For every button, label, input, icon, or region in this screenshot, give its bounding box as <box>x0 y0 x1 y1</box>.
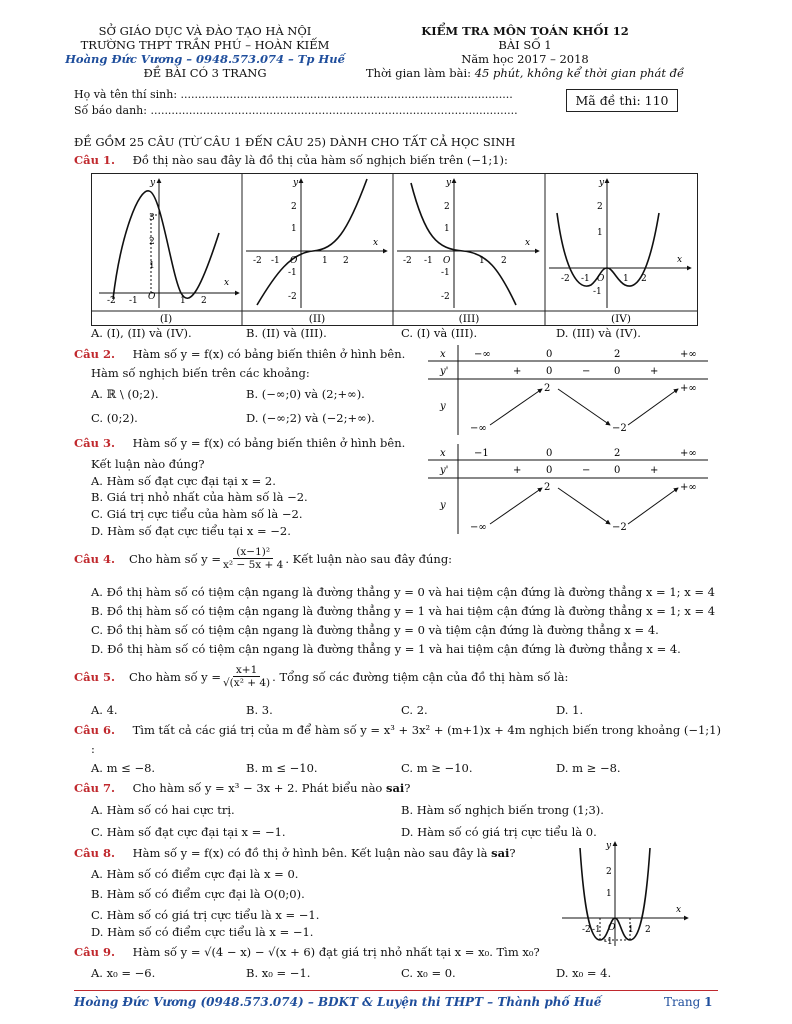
svg-text:-1: -1 <box>604 937 613 947</box>
school-year: Năm học 2017 – 2018 <box>461 52 589 66</box>
svg-text:2: 2 <box>544 482 551 493</box>
svg-text:-2: -2 <box>288 292 297 302</box>
svg-text:2: 2 <box>606 867 612 877</box>
q7-option-a[interactable]: A. Hàm số có hai cực trị. <box>91 803 235 817</box>
school-name: TRƯỜNG THPT TRẦN PHÚ – HOÀN KIẾM <box>80 38 330 52</box>
q6-option-c[interactable]: C. m ≥ −10. <box>401 761 473 775</box>
svg-text:-1: -1 <box>441 268 450 278</box>
q4-option-a[interactable]: A. Đồ thị hàm số có tiệm cận ngang là đường thẳng y = 0 và hai tiệm cận đứng là đường thẳng x = 1; x = 4 <box>91 585 715 599</box>
dept-name: SỞ GIÁO DỤC VÀ ĐÀO TẠO HÀ NỘI <box>98 24 312 38</box>
svg-text:2: 2 <box>544 383 551 394</box>
svg-text:−1: −1 <box>474 448 489 459</box>
svg-text:-2: -2 <box>403 256 412 266</box>
graph-label-III: (III) <box>458 313 480 325</box>
svg-text:O: O <box>290 256 298 266</box>
svg-text:-1: -1 <box>592 925 601 935</box>
svg-text:1: 1 <box>628 925 634 935</box>
svg-text:2: 2 <box>444 202 450 212</box>
svg-text:0: 0 <box>546 349 553 360</box>
q2-option-b[interactable]: B. (−∞;0) và (2;+∞). <box>246 387 365 401</box>
q9-option-d[interactable]: D. x₀ = 4. <box>556 966 612 980</box>
svg-text:-1: -1 <box>593 287 602 297</box>
q4-option-b[interactable]: B. Đồ thị hàm số có tiệm cận ngang là đường thẳng y = 1 và hai tiệm cận đứng là đường thẳng x = 1; x = 4 <box>91 604 716 618</box>
q6-colon: : <box>91 742 95 756</box>
svg-text:-1: -1 <box>129 296 138 306</box>
q3-option-d[interactable]: D. Hàm số đạt cực tiểu tại x = −2. <box>91 524 291 538</box>
svg-text:+: + <box>513 366 522 377</box>
svg-text:1: 1 <box>291 224 297 234</box>
graph-IV <box>549 178 691 308</box>
svg-text:-1: -1 <box>581 274 590 284</box>
question-8: Câu 8. Hàm số y = f(x) có đồ thị ở hình bên. Kết luận nào sau đây là sai? <box>74 846 516 860</box>
question-label: Câu 1. <box>74 153 115 167</box>
question-9: Câu 9. Hàm số y = √(4 − x) − √(x + 6) đạt giá trị nhỏ nhất tại x = x₀. Tìm x₀? <box>74 945 540 959</box>
svg-text:-1: -1 <box>271 256 280 266</box>
svg-text:0: 0 <box>546 465 553 476</box>
page-count: ĐỀ BÀI CÓ 3 TRANG <box>143 66 267 80</box>
lesson-number: BÀI SỐ 1 <box>498 38 552 52</box>
footer-author: Hoàng Đức Vương (0948.573.074) – BDKT & Luyện thi THPT – Thành phố Huế <box>74 995 602 1009</box>
q8-option-d[interactable]: D. Hàm số có điểm cực tiểu là x = −1. <box>91 925 314 939</box>
q1-option-a[interactable]: A. (I), (II) và (IV). <box>91 326 192 340</box>
q5-option-b[interactable]: B. 3. <box>246 703 273 717</box>
svg-text:−: − <box>582 465 591 476</box>
question-1 <box>74 153 508 167</box>
svg-text:x: x <box>525 238 531 248</box>
footer-rule <box>74 990 718 991</box>
svg-text:−∞: −∞ <box>470 423 487 434</box>
q7-option-d[interactable]: D. Hàm số có giá trị cực tiểu là 0. <box>401 825 597 839</box>
svg-text:y: y <box>150 178 156 188</box>
svg-text:y: y <box>440 500 446 511</box>
student-id-field[interactable]: Số báo danh: ......................................................................................................... <box>74 104 518 117</box>
question-4: Câu 4. Cho hàm số y = $\frac{\text{(x−1)²}}{\text{x² − 5x + 4}}$ . Kết luận nào sau đây đúng: <box>74 546 453 571</box>
svg-text:0: 0 <box>546 448 553 459</box>
svg-text:y': y' <box>440 465 449 476</box>
exam-title: KIỂM TRA MÔN TOÁN KHỐI 12 <box>421 24 629 38</box>
svg-text:y: y <box>440 401 446 412</box>
curve-III <box>411 183 516 305</box>
svg-text:-1: -1 <box>288 268 297 278</box>
svg-text:1: 1 <box>180 296 186 306</box>
q3-option-b[interactable]: B. Giá trị nhỏ nhất của hàm số là −2. <box>91 490 308 504</box>
svg-text:0: 0 <box>546 366 553 377</box>
svg-text:+∞: +∞ <box>680 482 697 493</box>
svg-text:2: 2 <box>614 448 621 459</box>
svg-text:+∞: +∞ <box>680 349 697 360</box>
graph-label-I: (I) <box>159 313 173 325</box>
question-7: Câu 7. Cho hàm số y = x³ − 3x + 2. Phát biểu nào sai? <box>74 781 411 795</box>
school-header <box>60 24 350 80</box>
svg-text:+: + <box>513 465 522 476</box>
q5-option-d[interactable]: D. 1. <box>556 703 584 717</box>
graph-label-II: (II) <box>308 313 326 325</box>
curve-I <box>113 191 219 299</box>
svg-text:2: 2 <box>291 202 297 212</box>
curve-II <box>257 179 367 305</box>
svg-text:x: x <box>676 905 682 915</box>
svg-text:y: y <box>606 841 612 851</box>
q6-option-b[interactable]: B. m ≤ −10. <box>246 761 318 775</box>
q3-text2: Kết luận nào đúng? <box>91 457 205 471</box>
svg-text:−2: −2 <box>612 522 627 533</box>
svg-text:2: 2 <box>597 202 603 212</box>
svg-text:-2: -2 <box>561 274 570 284</box>
svg-text:2: 2 <box>501 256 507 266</box>
q4-option-c[interactable]: C. Đồ thị hàm số có tiệm cận ngang là đường thẳng y = 0 và tiệm cận đứng là đường thẳng x = 4. <box>91 623 659 637</box>
q3-option-a[interactable]: A. Hàm số đạt cực đại tại x = 2. <box>91 474 276 488</box>
q2-option-d[interactable]: D. (−∞;2) và (−2;+∞). <box>246 411 375 425</box>
svg-text:0: 0 <box>614 366 621 377</box>
q2-variation-table <box>428 345 708 435</box>
svg-text:-2: -2 <box>107 296 116 306</box>
q8-option-a[interactable]: A. Hàm số có điểm cực đại là x = 0. <box>91 867 299 881</box>
graph-II <box>246 178 387 308</box>
svg-text:0: 0 <box>614 465 621 476</box>
q4-option-d[interactable]: D. Đồ thị hàm số có tiệm cận ngang là đường thẳng y = 1 và hai tiệm cận đứng là đường thẳng x = 4. <box>91 642 681 656</box>
svg-text:x: x <box>224 278 230 288</box>
svg-text:1: 1 <box>597 228 603 238</box>
svg-text:1: 1 <box>606 889 612 899</box>
svg-text:−∞: −∞ <box>470 522 487 533</box>
question-2: Câu 2. Hàm số y = f(x) có bảng biến thiên ở hình bên. <box>74 347 406 361</box>
svg-text:O: O <box>443 256 451 266</box>
svg-text:2: 2 <box>201 296 207 306</box>
section-title: ĐỀ GỒM 25 CÂU (TỪ CÂU 1 ĐẾN CÂU 25) DÀNH CHO TẤT CẢ HỌC SINH <box>74 135 516 149</box>
q6-option-d[interactable]: D. m ≥ −8. <box>556 761 621 775</box>
svg-text:y': y' <box>440 366 449 377</box>
svg-text:2: 2 <box>614 349 621 360</box>
svg-text:−2: −2 <box>612 423 627 434</box>
svg-text:-1: -1 <box>424 256 433 266</box>
exam-header <box>360 24 690 80</box>
svg-text:1: 1 <box>149 261 155 271</box>
q9-option-b[interactable]: B. x₀ = −1. <box>246 966 311 980</box>
svg-text:1: 1 <box>444 224 450 234</box>
svg-text:+∞: +∞ <box>680 383 697 394</box>
q9-option-c[interactable]: C. x₀ = 0. <box>401 966 456 980</box>
svg-text:+: + <box>650 366 659 377</box>
svg-text:y: y <box>446 178 452 188</box>
q8-graph <box>552 838 692 950</box>
q1-option-b[interactable]: B. (II) và (III). <box>246 326 327 340</box>
q1-option-c[interactable]: C. (I) và (III). <box>401 326 478 340</box>
svg-text:x: x <box>440 349 446 360</box>
q3-option-c[interactable]: C. Giá trị cực tiểu của hàm số là −2. <box>91 507 303 521</box>
author-line: Hoàng Đức Vương – 0948.573.074 – Tp Huế <box>65 52 345 66</box>
svg-text:x: x <box>373 238 379 248</box>
graph-I <box>99 178 239 308</box>
svg-text:−∞: −∞ <box>474 349 491 360</box>
svg-text:+: + <box>650 465 659 476</box>
page-number: Trang 1 <box>664 995 713 1009</box>
time-line: Thời gian làm bài: 45 phút, không kể thời gian phát đề <box>365 66 685 80</box>
q7-option-c[interactable]: C. Hàm số đạt cực đại tại x = −1. <box>91 825 286 839</box>
q6-option-a[interactable]: A. m ≤ −8. <box>91 761 156 775</box>
exam-code-box: Mã đề thi: 110 <box>566 89 678 112</box>
svg-text:−: − <box>582 366 591 377</box>
student-name-field[interactable]: Họ và tên thí sinh: ............................................................................................... <box>74 88 513 101</box>
svg-text:2: 2 <box>149 237 155 247</box>
q2-option-a[interactable]: A. ℝ \ (0;2). <box>91 387 159 401</box>
svg-text:3: 3 <box>149 213 155 223</box>
q9-option-a[interactable]: A. x₀ = −6. <box>91 966 156 980</box>
q2-option-c[interactable]: C. (0;2). <box>91 411 138 425</box>
svg-text:x: x <box>677 255 683 265</box>
svg-text:O: O <box>608 923 616 933</box>
svg-text:O: O <box>597 274 605 284</box>
q8-option-c[interactable]: C. Hàm số có giá trị cực tiểu là x = −1. <box>91 908 320 922</box>
svg-text:2: 2 <box>645 925 651 935</box>
svg-text:1: 1 <box>479 256 485 266</box>
svg-text:+∞: +∞ <box>680 448 697 459</box>
q5-option-c[interactable]: C. 2. <box>401 703 428 717</box>
svg-text:y: y <box>599 178 605 188</box>
question-6: Câu 6. Tìm tất cả các giá trị của m để hàm số y = x³ + 3x² + (m+1)x + 4m nghịch biến trong khoảng (−1;1) <box>74 723 721 737</box>
svg-text:-2: -2 <box>582 925 591 935</box>
q1-graphs <box>91 173 698 326</box>
svg-text:2: 2 <box>641 274 647 284</box>
svg-text:1: 1 <box>623 274 629 284</box>
question-text: Đồ thị nào sau đây là đồ thị của hàm số nghịch biến trên (−1;1): <box>132 153 508 167</box>
question-3: Câu 3. Hàm số y = f(x) có bảng biến thiên ở hình bên. <box>74 436 406 450</box>
graph-III <box>397 178 539 308</box>
svg-text:x: x <box>440 448 446 459</box>
q7-option-b[interactable]: B. Hàm số nghịch biến trong (1;3). <box>401 803 604 817</box>
q3-variation-table <box>428 444 708 534</box>
svg-text:2: 2 <box>343 256 349 266</box>
q1-option-d[interactable]: D. (III) và (IV). <box>556 326 641 340</box>
svg-text:-2: -2 <box>253 256 262 266</box>
q2-text2: Hàm số nghịch biến trên các khoảng: <box>91 366 310 380</box>
question-5: Câu 5. Cho hàm số y = $\frac{x+1}{\text{√(x² + 4)}}$ . Tổng số các đường tiệm cận của đồ thị hàm số là: <box>74 664 569 689</box>
graph-label-IV: (IV) <box>611 313 631 325</box>
svg-text:1: 1 <box>322 256 328 266</box>
svg-text:-2: -2 <box>441 292 450 302</box>
q5-option-a[interactable]: A. 4. <box>91 703 118 717</box>
q8-option-b[interactable]: B. Hàm số có điểm cực đại là O(0;0). <box>91 887 305 901</box>
svg-text:y: y <box>293 178 299 188</box>
svg-text:O: O <box>148 292 156 302</box>
